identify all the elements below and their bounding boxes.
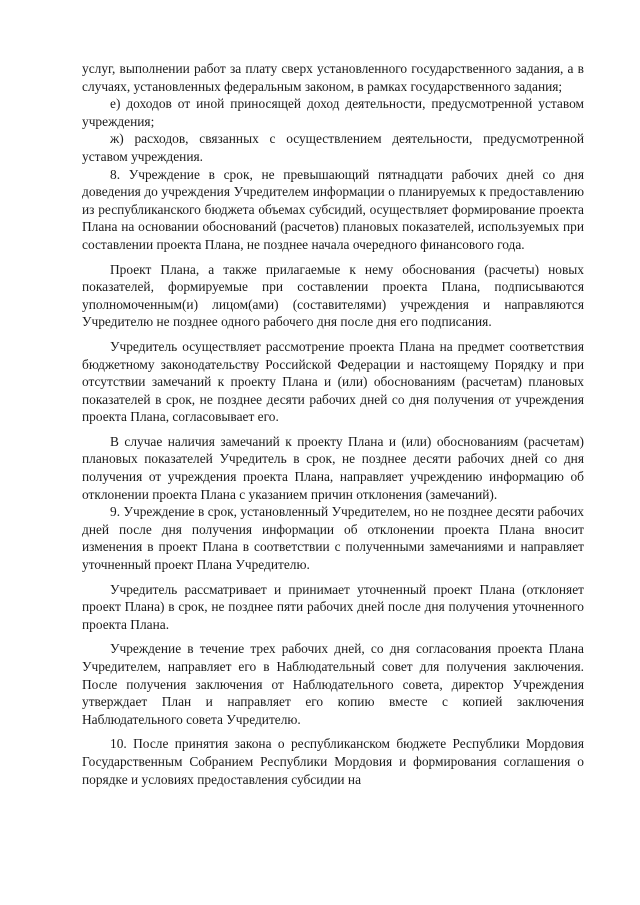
document-body bbox=[82, 60, 584, 788]
paragraph-clause-8: 8. Учреждение в срок, не превышающий пятнадцати рабочих дней со дня доведения до учреждения Учредителем информации о планируемых к предоставлению из республиканского бюджета объемах субсидий, осуществляет формирование проекта Плана на основании обоснований (расчетов) плановых показателей, используемых при составлении проекта Плана, не позднее начала очередного финансового года. bbox=[82, 166, 584, 252]
paragraph-founder-accepts: Учредитель рассматривает и принимает уточненный проект Плана (отклоняет проект Плана) в срок, не позднее пяти рабочих дней после дня получения уточненного проекта Плана. bbox=[82, 581, 584, 632]
paragraph-item-zh: ж) расходов, связанных с осуществлением деятельности, предусмотренной уставом учреждения. bbox=[82, 131, 584, 164]
paragraph-founder-review: Учредитель осуществляет рассмотрение проекта Плана на предмет соответствия бюджетному законодательству Российской Федерации и настоящему Порядку и при отсутствии замечаний к проекту Плана и (или) обоснованиям (расчетам) плановых показателей в срок, не позднее десяти рабочих дней со дня получения от учреждения проекта Плана, согласовывает его. bbox=[82, 338, 584, 425]
paragraph-supervisory-board: Учреждение в течение трех рабочих дней, со дня согласования проекта Плана Учредителем, направляет его в Наблюдательный совет для получения заключения. После получения заключения от Наблюдательного совета, директор Учреждения утверждает План и направляет его копию вместе с копией заключения Наблюдательного совета Учредителю. bbox=[82, 641, 584, 727]
paragraph-services-continuation: услуг, выполнении работ за плату сверх установленного государственного задания, а в случаях, установленных федеральным законом, в рамках государственного задания; bbox=[82, 61, 584, 94]
paragraph-clause-10: 10. После принятия закона о республиканском бюджете Республики Мордовия Государственным Собранием Республики Мордовия и формирования соглашения о порядке и условиях предоставления субсидии на bbox=[82, 736, 584, 787]
paragraph-item-e: е) доходов от иной приносящей доход деятельности, предусмотренной уставом учреждения; bbox=[82, 96, 584, 129]
paragraph-clause-9: 9. Учреждение в срок, установленный Учредителем, но не позднее десяти рабочих дней после дня получения информации об отклонении проекта Плана вносит изменения в проект Плана в соответствии с полученными замечаниями и направляет уточненный проект Плана Учредителю. bbox=[82, 504, 584, 573]
paragraph-plan-project: Проект Плана, а также прилагаемые к нему обоснования (расчеты) новых показателей, формируемые при составлении проекта Плана, подписываются уполномоченным(и) лицом(ами) (составителями) учреждения и направляются Учредителю не позднее одного рабочего дня после дня его подписания. bbox=[82, 261, 584, 330]
paragraph-remarks: В случае наличия замечаний к проекту Плана и (или) обоснованиям (расчетам) плановых показателей Учредитель в срок, не позднее десяти рабочих дней со дня получения от учреждения проекта Плана, направляет учреждению информацию об отклонении проекта Плана с указанием причин отклонения (замечаний). bbox=[82, 433, 584, 502]
